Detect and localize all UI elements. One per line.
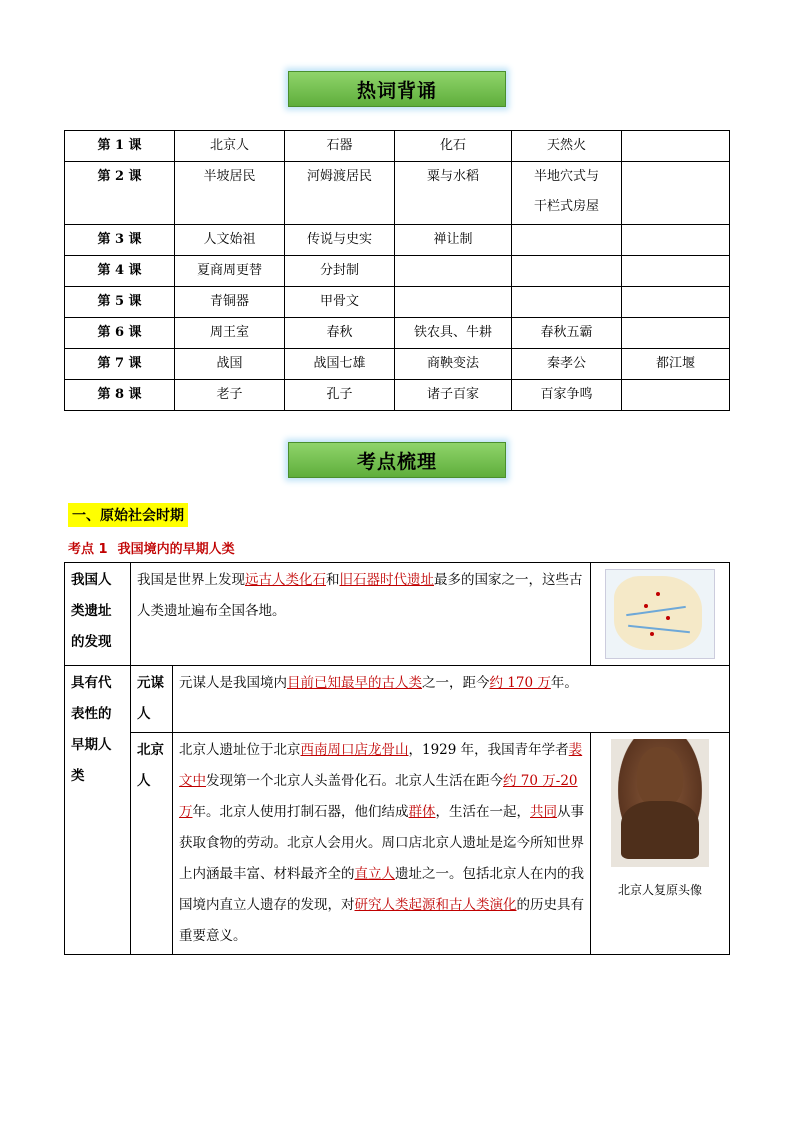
vocab-lesson: 第 2 课 (65, 162, 175, 225)
vocab-term (622, 225, 730, 256)
cat-representative: 具有代表性的早期人类 (65, 666, 131, 955)
vocab-term: 分封制 (285, 256, 395, 287)
vocab-row (65, 225, 730, 256)
section-title: 一、原始社会时期 (68, 503, 188, 527)
vocab-term: 周王室 (175, 318, 285, 349)
vocab-lesson: 第 5 课 (65, 287, 175, 318)
vocab-term (622, 380, 730, 411)
vocab-term: 战国七雄 (285, 349, 395, 380)
vocab-term: 粟与水稻 (395, 162, 512, 225)
vocab-term: 青铜器 (175, 287, 285, 318)
banner-key-points (288, 442, 506, 478)
cell-map (591, 563, 730, 666)
vocab-term: 老子 (175, 380, 285, 411)
cell-bust (591, 733, 730, 955)
banner-key-points-text: 考点梳理 (356, 450, 437, 473)
vocab-row (65, 318, 730, 349)
vocab-lesson: 第 6 课 (65, 318, 175, 349)
vocab-lesson: 第 1 课 (65, 131, 175, 162)
vocab-term (512, 225, 622, 256)
vocab-term: 传说与史实 (285, 225, 395, 256)
vocab-row (65, 162, 730, 225)
peking-man-bust-image (611, 739, 709, 867)
vocab-term: 铁农具、牛耕 (395, 318, 512, 349)
vocab-lesson: 第 7 课 (65, 349, 175, 380)
vocab-term (622, 256, 730, 287)
vocab-term: 夏商周更替 (175, 256, 285, 287)
sub-peking: 北京人 (131, 733, 173, 955)
kaodian-title (68, 538, 235, 557)
vocab-term: 人文始祖 (175, 225, 285, 256)
detail-table (64, 562, 730, 955)
vocab-term: 都江堰 (622, 349, 730, 380)
vocab-row (65, 380, 730, 411)
vocab-term (512, 287, 622, 318)
banner-hot-words (288, 71, 506, 107)
bust-caption: 北京人复原头像 (617, 883, 702, 897)
detail-row-peking (65, 733, 730, 955)
vocab-row (65, 349, 730, 380)
vocab-table (64, 130, 730, 411)
banner-hot-words-text: 热词背诵 (356, 79, 437, 102)
vocab-term-line: 半地穴式与 (533, 169, 599, 184)
vocab-term: 诸子百家 (395, 380, 512, 411)
vocab-term (622, 162, 730, 225)
vocab-term: 天然火 (512, 131, 622, 162)
vocab-term: 河姆渡居民 (285, 162, 395, 225)
vocab-term (622, 131, 730, 162)
vocab-term: 百家争鸣 (512, 380, 622, 411)
vocab-term: 北京人 (175, 131, 285, 162)
kaodian-title-text: 我国境内的早期人类 (117, 542, 235, 557)
vocab-term: 半坡居民 (175, 162, 285, 225)
vocab-term: 春秋 (285, 318, 395, 349)
detail-row-discovery (65, 563, 730, 666)
china-map-image (605, 569, 715, 659)
vocab-term (512, 256, 622, 287)
detail-row-yuanmou (65, 666, 730, 733)
vocab-row (65, 287, 730, 318)
vocab-lesson: 第 4 课 (65, 256, 175, 287)
cat-discovery: 我国人类遗址的发现 (65, 563, 131, 666)
vocab-term: 化石 (395, 131, 512, 162)
vocab-term (395, 256, 512, 287)
vocab-lesson: 第 3 课 (65, 225, 175, 256)
vocab-term: 石器 (285, 131, 395, 162)
cell-discovery-text: 我国是世界上发现远古人类化石和旧石器时代遗址最多的国家之一，这些古人类遗址遍布全国各地。 (131, 563, 591, 666)
vocab-term (622, 318, 730, 349)
vocab-row (65, 256, 730, 287)
vocab-term: 秦孝公 (512, 349, 622, 380)
sub-yuanmou: 元谋人 (131, 666, 173, 733)
vocab-term: 禅让制 (395, 225, 512, 256)
vocab-term: 春秋五霸 (512, 318, 622, 349)
kaodian-number: 考点 1 (68, 542, 108, 557)
vocab-row (65, 131, 730, 162)
vocab-term-line: 干栏式房屋 (533, 199, 599, 214)
vocab-term (395, 287, 512, 318)
cell-yuanmou-text: 元谋人是我国境内目前已知最早的古人类之一，距今约 170 万年。 (173, 666, 730, 733)
vocab-term (622, 287, 730, 318)
vocab-term: 甲骨文 (285, 287, 395, 318)
vocab-lesson: 第 8 课 (65, 380, 175, 411)
vocab-term: 孔子 (285, 380, 395, 411)
vocab-term (512, 162, 622, 225)
vocab-term: 战国 (175, 349, 285, 380)
vocab-term: 商鞅变法 (395, 349, 512, 380)
cell-peking-text: 北京人遗址位于北京西南周口店龙骨山，1929 年，我国青年学者裴文中发现第一个北京人头盖骨化石。北京人生活在距今约 70 万-20 万年。北京人使用打制石器，他们结成群体，生活在一起，共同从事获取食物的劳动。北京人会用火。周口店北京人遗址是迄今所知世界上内涵最丰富、材料最齐全的直立人遗址之一。包括北京人在内的我国境内直立人遗存的发现，对研究人类起源和古人类演化的历史具有重要意义。 (173, 733, 591, 955)
